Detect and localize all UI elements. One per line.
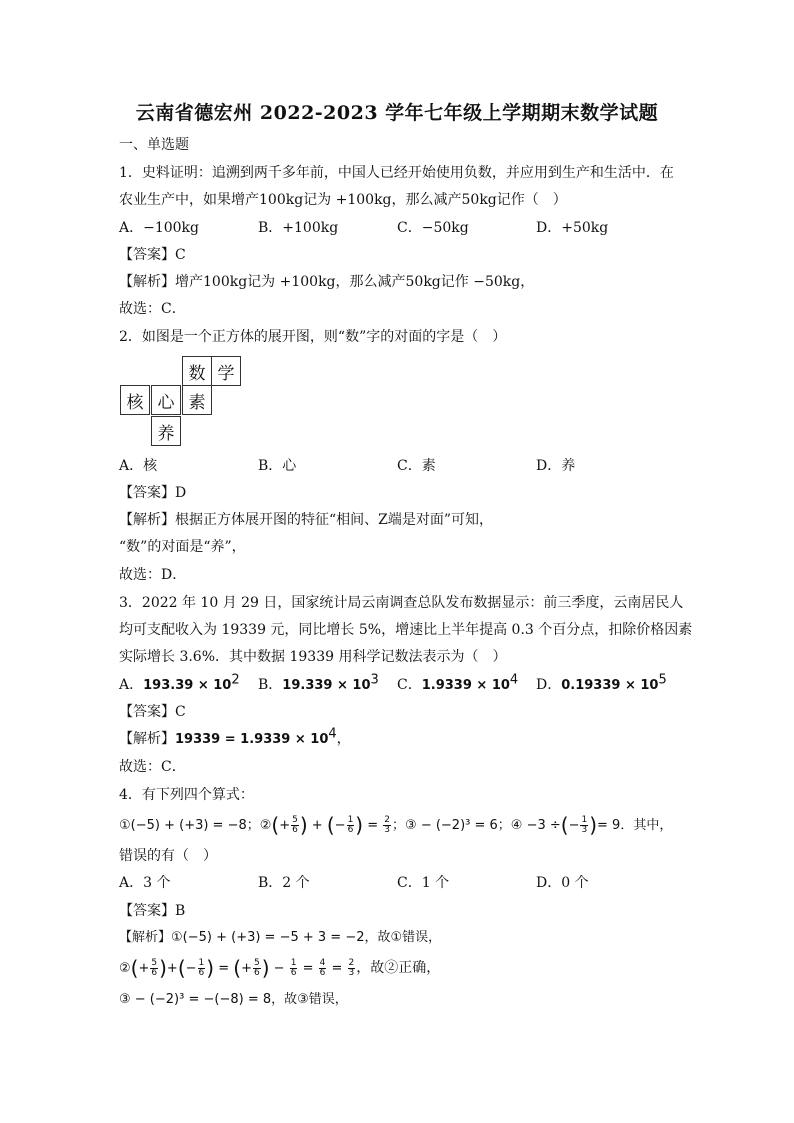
fraction-5-6: $\frac{5}{6}$ (292, 814, 298, 835)
q4-expr-part3: = 9．其中， (597, 818, 673, 833)
paren-close: ) (299, 813, 308, 837)
circled-two: ② (119, 961, 131, 976)
minus-op: − (269, 961, 289, 976)
q3-option-b-exp: 3 (370, 672, 379, 688)
q4-expr-part1: ①(−5) + (+3) = −8；② (119, 818, 272, 833)
paren-close: ) (159, 956, 167, 980)
q4-expr-part2: ③ − (−2)³ = 6；④ −3 ÷ (405, 818, 561, 833)
paren-open: ( (271, 813, 280, 837)
q3-stem-line1: 3．2022 年 10 月 29 日，国家统计局云南调查总队发布数据显示：前三季度，云南居民人 (119, 595, 684, 611)
q3-options (119, 672, 679, 695)
plus-sign: + (241, 961, 252, 976)
separator: ； (392, 818, 406, 833)
q4-stem: 4．有下列四个算式： (119, 787, 254, 803)
fraction-5-6: $\frac{5}{6}$ (253, 957, 260, 978)
q3-option-c (397, 672, 519, 696)
q3-choice: 故选：C． (119, 759, 186, 775)
q4-stem-line3: 错误的有（ ） (119, 848, 217, 864)
q4-option-a: A．3 个 (119, 875, 171, 891)
q3-option-c-label: C． (397, 677, 422, 693)
equals-sign: = (214, 961, 234, 976)
q1-option-a: A．−100kg (119, 220, 200, 236)
paren-open: ( (326, 813, 335, 837)
q4-answer: 【答案】B (119, 903, 186, 919)
fraction-2-3: $\frac{2}{3}$ (348, 957, 355, 978)
paren-open: ( (233, 956, 242, 980)
net-cell-he: 核 (120, 385, 150, 415)
minus-sign: − (185, 961, 197, 976)
q4-option-d: D．0 个 (536, 875, 589, 891)
q2-analysis-line1: 【解析】根据正方体展开图的特征“相间、Z端是对面”可知， (119, 512, 494, 528)
fraction-1-6: $\frac{1}{6}$ (290, 957, 297, 978)
q2-options (119, 456, 679, 476)
q4-option-c: C．1 个 (397, 875, 450, 891)
paren-close: ) (206, 956, 215, 980)
equals-sign: = (298, 961, 318, 976)
paren-close: ) (355, 813, 364, 837)
q3-analysis (119, 726, 351, 750)
fraction-1-3: $\frac{1}{3}$ (581, 814, 588, 835)
fraction-5-6: $\frac{5}{6}$ (151, 957, 158, 978)
q1-analysis: 【解析】增产100kg记为 +100kg，那么减产50kg记作 −50kg， (119, 274, 535, 290)
q1-stem-line1: 1．史料证明：追溯到两千多年前，中国人已经开始使用负数，并应用到生产和生活中．在 (119, 165, 674, 181)
q3-option-a-base: 193.39 × 10 (143, 678, 232, 693)
q3-answer: 【答案】C (119, 704, 186, 720)
fraction-4-6: $\frac{4}{6}$ (319, 957, 326, 978)
section-heading: 一、单选题 (119, 137, 189, 153)
plus-op: + (166, 961, 178, 976)
paren-open: ( (560, 813, 569, 837)
net-cell-xin: 心 (151, 385, 181, 415)
page-title: 云南省德宏州 2022-2023 学年七年级上学期期末数学试题 (135, 102, 659, 124)
paren-open: ( (177, 956, 186, 980)
q4-analysis-line1: 【解析】①(−5) + (+3) = −5 + 3 = −2，故①错误， (119, 930, 442, 945)
fraction-1-6: $\frac{1}{6}$ (198, 957, 205, 978)
q3-option-d-label: D． (536, 677, 562, 693)
q3-analysis-exp: 4 (328, 726, 337, 742)
q1-stem-line2: 农业生产中，如果增产100kg记为 +100kg，那么减产50kg记作（ ） (119, 192, 567, 208)
q2-choice: 故选：D． (119, 567, 187, 583)
q1-option-d: D．+50kg (536, 220, 609, 236)
plus-sign: + (138, 961, 150, 976)
q1-option-c: C．−50kg (397, 220, 469, 236)
paren-open: ( (130, 956, 139, 980)
q3-option-d (536, 672, 667, 696)
q4-analysis-line2-suffix: ，故②正确， (356, 960, 441, 976)
q4-options (119, 873, 679, 893)
q1-options (119, 218, 679, 238)
q3-option-a (119, 672, 240, 696)
q3-analysis-base: 19339 = 1.9339 × 10 (175, 732, 329, 747)
q3-option-a-exp: 2 (231, 672, 240, 688)
q2-analysis-line2: “数”的对面是“养”， (119, 539, 246, 555)
fraction-1-6: $\frac{1}{6}$ (347, 814, 354, 835)
q4-analysis-line2 (119, 955, 440, 982)
q2-option-d: D．养 (536, 458, 576, 474)
minus-sign: − (568, 818, 580, 833)
q3-analysis-prefix: 【解析】 (119, 731, 175, 747)
minus-sign: − (334, 818, 346, 833)
plus-op: + (307, 818, 327, 833)
q3-option-b-base: 19.339 × 10 (282, 678, 371, 693)
q3-option-b (258, 672, 379, 696)
fraction-2-3: $\frac{2}{3}$ (384, 814, 391, 835)
q3-stem-line2: 均可支配收入为 19339 元，同比增长 5%，增速比上半年提高 0.3 个百分点，扣除价格因素 (119, 622, 693, 638)
equals-sign: = (363, 818, 383, 833)
net-cell-xue: 学 (211, 356, 241, 386)
q2-option-c: C．素 (397, 458, 436, 474)
q3-option-a-label: A． (119, 677, 144, 693)
q1-choice: 故选：C． (119, 301, 186, 317)
q3-analysis-suffix: ， (336, 731, 351, 747)
q3-option-d-exp: 5 (658, 672, 667, 688)
q3-option-c-exp: 4 (509, 672, 519, 688)
q4-option-b: B．2 个 (258, 875, 310, 891)
q4-analysis-line3: ③ − (−2)³ = −(−8) = 8，故③错误， (119, 992, 348, 1007)
q1-option-b: B．+100kg (258, 220, 339, 236)
q3-option-b-label: B． (258, 677, 283, 693)
q2-option-b: B．心 (258, 458, 297, 474)
q3-option-d-base: 0.19339 × 10 (561, 678, 659, 693)
net-cell-su: 素 (182, 385, 212, 415)
net-cell-yang: 养 (151, 416, 181, 446)
q1-answer: 【答案】C (119, 247, 186, 263)
q2-answer: 【答案】D (119, 485, 187, 501)
paren-close: ) (589, 813, 598, 837)
net-cell-shu: 数 (182, 356, 212, 386)
q3-option-c-base: 1.9339 × 10 (421, 678, 510, 693)
q4-expressions (119, 812, 672, 839)
plus-sign: + (279, 818, 291, 833)
paren-close: ) (261, 956, 270, 980)
q2-stem: 2．如图是一个正方体的展开图，则“数”字的对面的字是（ ） (119, 329, 507, 345)
equals-sign: = (327, 961, 347, 976)
q3-stem-line3: 实际增长 3.6%．其中数据 19339 用科学记数法表示为（ ） (119, 649, 507, 665)
cube-net-figure (120, 356, 244, 449)
q2-option-a: A．核 (119, 458, 158, 474)
